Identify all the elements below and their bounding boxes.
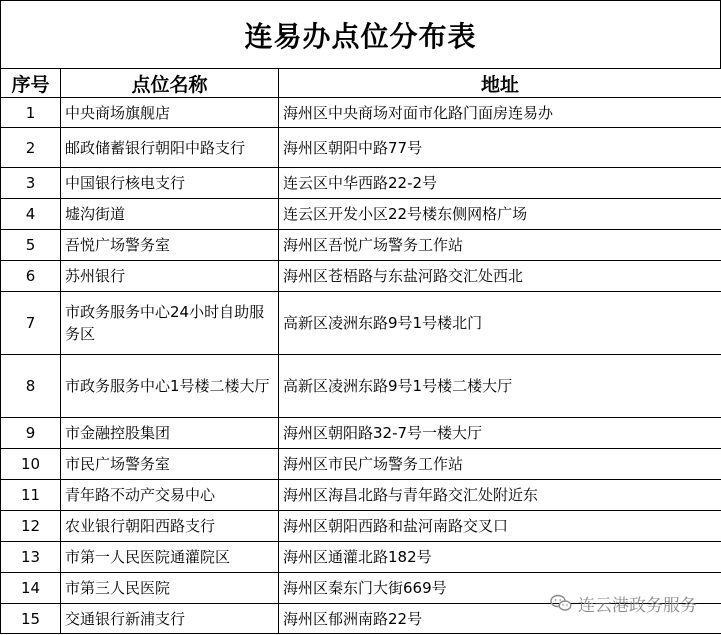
location-name: 青年路不动产交易中心 <box>61 480 279 511</box>
location-name: 苏州银行 <box>61 261 279 292</box>
row-number: 4 <box>1 199 61 230</box>
row-number: 13 <box>1 542 61 573</box>
location-name: 交通银行新浦支行 <box>61 604 279 634</box>
header-row <box>1 69 721 98</box>
table-title: 连易办点位分布表 <box>0 0 721 68</box>
header-address: 地址 <box>279 69 721 98</box>
row-number: 12 <box>1 511 61 542</box>
table-row <box>1 292 721 355</box>
location-address: 连云区中华西路22-2号 <box>279 168 721 199</box>
location-name: 市金融控股集团 <box>61 418 279 449</box>
row-number: 14 <box>1 573 61 604</box>
table-row <box>1 418 721 449</box>
table-row <box>1 261 721 292</box>
location-address: 海州区通灌北路182号 <box>279 542 721 573</box>
table-row <box>1 98 721 128</box>
row-number: 3 <box>1 168 61 199</box>
location-name: 邮政储蓄银行朝阳中路支行 <box>61 128 279 168</box>
location-address: 高新区凌洲东路9号1号楼北门 <box>279 292 721 355</box>
location-address: 海州区朝阳路32-7号一楼大厅 <box>279 418 721 449</box>
row-number: 5 <box>1 230 61 261</box>
row-number: 6 <box>1 261 61 292</box>
watermark <box>550 591 697 615</box>
location-address: 海州区市民广场警务工作站 <box>279 449 721 480</box>
location-address: 海州区吾悦广场警务工作站 <box>279 230 721 261</box>
row-number: 9 <box>1 418 61 449</box>
location-name: 墟沟街道 <box>61 199 279 230</box>
header-name: 点位名称 <box>61 69 279 98</box>
row-number: 10 <box>1 449 61 480</box>
watermark-text: 连云港政务服务 <box>578 595 697 616</box>
location-name: 市第三人民医院 <box>61 573 279 604</box>
location-name: 农业银行朝阳西路支行 <box>61 511 279 542</box>
table-row <box>1 480 721 511</box>
location-address: 连云区开发小区22号楼东侧网格广场 <box>279 199 721 230</box>
row-number: 11 <box>1 480 61 511</box>
location-name: 市政务服务中心1号楼二楼大厅 <box>61 355 279 418</box>
location-name: 市政务服务中心24小时自助服务区 <box>61 292 279 355</box>
location-address: 海州区朝阳西路和盐河南路交叉口 <box>279 511 721 542</box>
location-address: 海州区郁洲南路22号 <box>279 604 721 634</box>
location-address: 海州区秦东门大街669号 <box>279 573 721 604</box>
table-row <box>1 355 721 418</box>
location-address: 海州区海昌北路与青年路交汇处附近东 <box>279 480 721 511</box>
location-address: 海州区朝阳中路77号 <box>279 128 721 168</box>
table-row <box>1 542 721 573</box>
table-row <box>1 511 721 542</box>
row-number: 1 <box>1 98 61 128</box>
table-row <box>1 168 721 199</box>
table-row <box>1 230 721 261</box>
table-row <box>1 199 721 230</box>
location-name: 市民广场警务室 <box>61 449 279 480</box>
location-address: 海州区中央商场对面市化路门面房连易办 <box>279 98 721 128</box>
location-address: 海州区苍梧路与东盐河路交汇处西北 <box>279 261 721 292</box>
location-name: 中央商场旗舰店 <box>61 98 279 128</box>
location-table <box>0 68 721 634</box>
row-number: 2 <box>1 128 61 168</box>
header-no: 序号 <box>1 69 61 98</box>
table-row <box>1 128 721 168</box>
location-name: 吾悦广场警务室 <box>61 230 279 261</box>
location-name: 中国银行核电支行 <box>61 168 279 199</box>
table-row <box>1 449 721 480</box>
row-number: 7 <box>1 292 61 355</box>
wechat-icon <box>550 594 572 612</box>
row-number: 8 <box>1 355 61 418</box>
row-number: 15 <box>1 604 61 634</box>
location-address: 高新区凌洲东路9号1号楼二楼大厅 <box>279 355 721 418</box>
location-name: 市第一人民医院通灌院区 <box>61 542 279 573</box>
